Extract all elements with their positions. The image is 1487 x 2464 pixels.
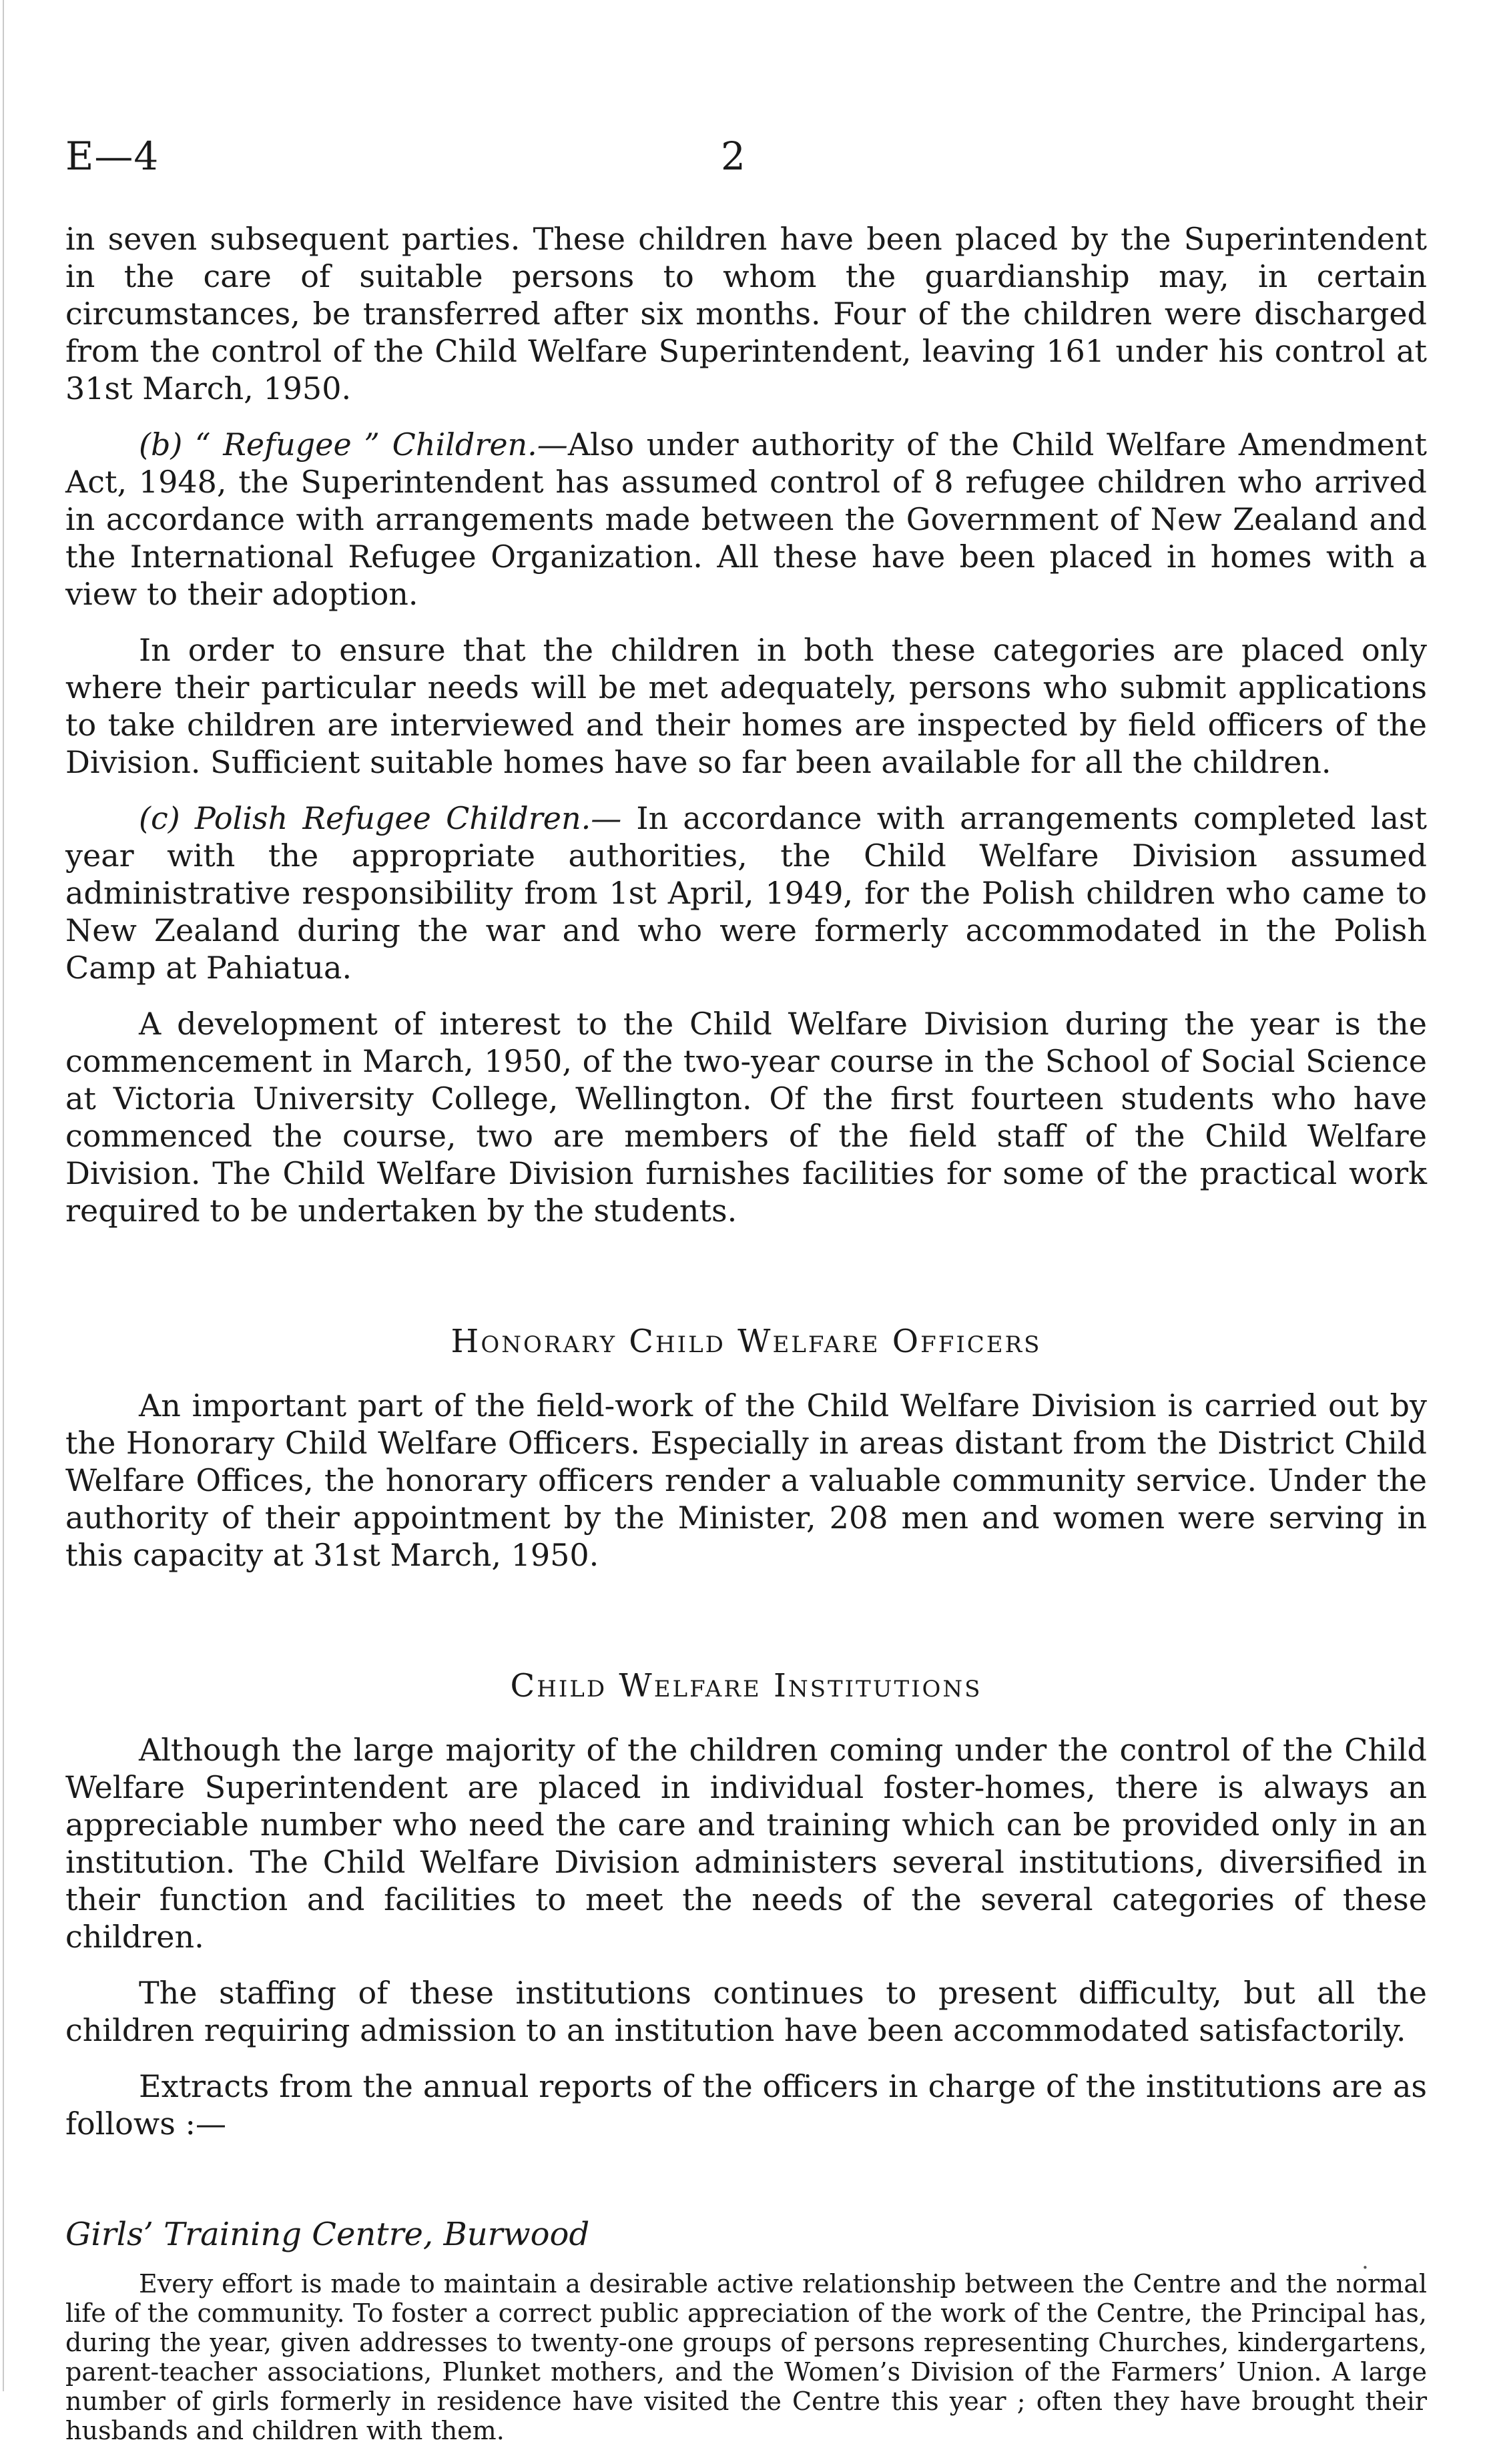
staffing-paragraph: The staffing of these institutions continues to present difficulty, but all the children requiring admission to an institution have been accommodated satisfactorily. [65, 1975, 1427, 2048]
extracts-paragraph: Extracts from the annual reports of the officers in charge of the institutions are as follows :— [65, 2068, 1427, 2142]
placement-paragraph: In order to ensure that the children in both these categories are placed only where their particular needs will be met adequately, persons who submit applications to take children are interviewed and their homes are inspected by field officers of the Division. Sufficient suitable homes have so far been available for all the children. [65, 632, 1427, 780]
document-code: E—4 [65, 133, 160, 179]
institutions-heading: Child Welfare Institutions [510, 1667, 982, 1705]
honorary-officers-paragraph: An important part of the field-work of the Child Welfare Division is carried out by the Honorary Child Welfare Officers. Especially in areas distant from the District Child Welfare Offices, the honorary officers render a valuable community service. Under the authority of their appointment by the Minister, 208 men and women were serving in this capacity at 31st March, 1950. [65, 1388, 1427, 1573]
stray-mark: . [1362, 2248, 1369, 2274]
intro-paragraph: in seven subsequent parties. These children have been placed by the Superintendent in the care of suitable persons to whom the guardianship may, in certain circumstances, be transferred after six months. Four of the children were discharged from the control of the Child Welfare Superintendent, leaving 161 under his control at 31st March, 1950. [65, 221, 1427, 406]
polish-children-text: In accordance with arrangements completed last year with the appropriate authorities, the Child Welfare Division assumed administrative responsibility from 1st April, 1949, for the Polish children who came to New Zealand during the war and who were formerly accommodated in the Polish Camp at Pahiatua. [65, 800, 1428, 986]
scan-edge-line [3, 0, 4, 2391]
burwood-heading: Girls’ Training Centre, Burwood [65, 2216, 590, 2253]
page-number: 2 [721, 133, 746, 179]
polish-children-label: (c) Polish Refugee Children.— [139, 800, 622, 836]
refugee-children-text: Also under authority of the Child Welfare Amendment Act, 1948, the Superintendent has assumed control of 8 refugee children who arrived in accordance with arrangements made between the Government of New Zealand and the International Refugee Organization. All these have been placed in homes with a view to their adoption. [65, 426, 1427, 612]
polish-children-paragraph [65, 800, 1427, 986]
social-science-course-paragraph: A development of interest to the Child Welfare Division during the year is the commencement in March, 1950, of the two-year course in the School of Social Science at Victoria University College, Wellington. Of the first fourteen students who have commenced the course, two are members of the field staff of the Child Welfare Division. The Child Welfare Division furnishes facilities for some of the practical work required to be undertaken by the students. [65, 1006, 1427, 1229]
burwood-extract-paragraph: Every effort is made to maintain a desirable active relationship between the Centre and the normal life of the community. To foster a correct public appreciation of the work of the Centre, the Principal has, during the year, given addresses to twenty-one groups of persons representing Churches, kindergartens, parent-teacher associations, Plunket mothers, and the Women’s Division of the Farmers’ Union. A large number of girls formerly in residence have visited the Centre this year ; often they have brought their husbands and children with them. [65, 2269, 1427, 2445]
institutions-paragraph: Although the large majority of the children coming under the control of the Child Welfare Superintendent are placed in individual foster-homes, there is always an appreciable number who need the care and training which can be provided only in an institution. The Child Welfare Division administers several institutions, diversified in their function and facilities to meet the needs of the several categories of these children. [65, 1732, 1427, 1955]
honorary-officers-heading: Honorary Child Welfare Officers [451, 1323, 1042, 1360]
refugee-children-label: (b) “ Refugee ” Children.— [139, 426, 568, 463]
document-body [65, 220, 1427, 2464]
refugee-children-paragraph [65, 426, 1427, 613]
